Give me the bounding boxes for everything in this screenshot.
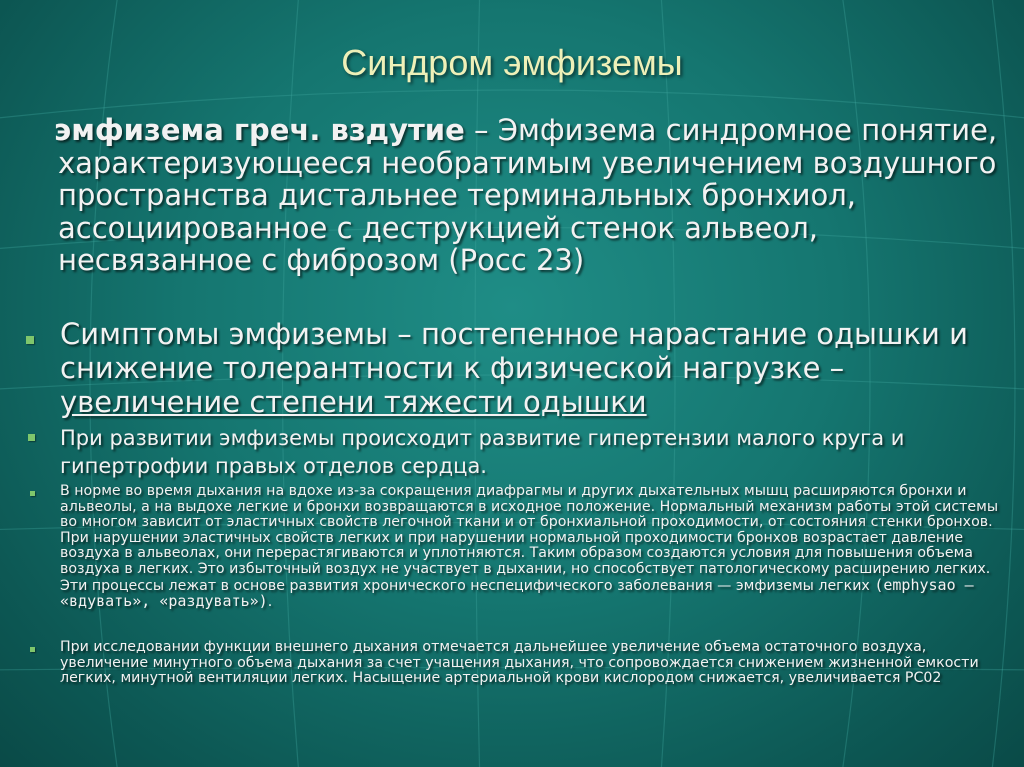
- bullet-square-icon: [30, 491, 35, 496]
- hypertension-paragraph: При развитии эмфиземы происходит развитие гипертензии малого круга и гипертрофии правых отделов сердца.: [60, 426, 905, 478]
- symptoms-text: Симптомы эмфиземы – постепенное нарастание одышки и снижение толерантности к физической нагрузке –: [60, 317, 968, 385]
- definition-term: эмфизема греч. вздутие: [54, 113, 465, 147]
- symptoms-underlined: увеличение степени тяжести одышки: [60, 385, 647, 419]
- function-test-paragraph: При исследовании функции внешнего дыхания отмечается дальнейшее увеличение объема остаточного воздуха, увеличение минутного объема дыхания за счет учащения дыхания, что сопровождается снижением жизненной емкости легких, минутной вентиляции легких. Насыщение артериальной крови кислородом снижается, увеличивается РС02: [60, 639, 979, 687]
- bullet-square-icon: [26, 336, 34, 344]
- mechanism-etymology: (emphysao — «вдувать», «раздувать»): [60, 575, 974, 611]
- definition-text: – Эмфизема синдромное понятие, характеризующееся необратимым увеличением воздушного пространства дистальнее терминальных бронхиол, ассоциированное с деструкцией стенок альвеол, несвязанное с фиброзом (Росс 23): [58, 113, 998, 278]
- mechanism-paragraph: [60, 484, 1010, 611]
- bullet-square-icon: [28, 434, 35, 441]
- definition-paragraph: [54, 113, 1008, 278]
- slide-title: Синдром эмфиземы: [341, 42, 683, 83]
- symptoms-paragraph: [60, 317, 1010, 419]
- mechanism-text: В норме во время дыхания на вдохе из-за сокращения диафрагмы и других дыхательных мышц расширяются бронхи и альвеолы, а на выдохе легкие и бронхи возвращаются в исходное положение. Нормальный механизм работы этой системы во многом зависит от эластичных свойств легочной ткани и от бронхиальной проходимости, от состояния стенки бронхов. При нарушении эластичных свойств легких и при нарушении нормальной проходимости бронхов возрастает давление воздуха в альвеолах, они перерастягиваются и уплотняются. Таким образом создаются условия для повышения объема воздуха в легких. Это избыточный воздух не участвует в дыхании, но способствует патологическому расширению легких. Эти процессы лежат в основе развития хронического неспецифического заболевания — эмфиземы легких: [60, 483, 999, 594]
- bullet-square-icon: [30, 647, 35, 652]
- mechanism-end: .: [267, 594, 273, 611]
